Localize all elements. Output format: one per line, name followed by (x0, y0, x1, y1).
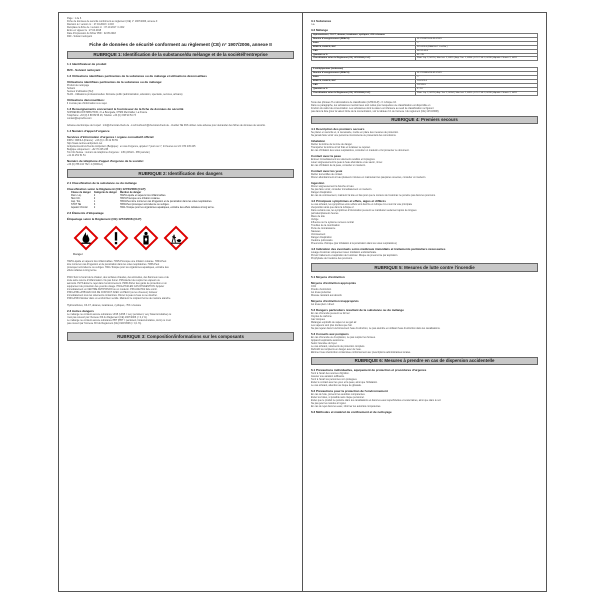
page-1 (58, 12, 303, 592)
heading-ingestion: Ingestion (311, 181, 325, 186)
classification-cell: 2 (93, 196, 96, 200)
symptoms-list (311, 203, 538, 245)
composition-key: Numéro d'enregistrement (REACH) (312, 72, 416, 76)
text-line: Gaz toxiques (311, 317, 325, 321)
heading-inappropriate-media: Moyens d'extinction inappropriés (311, 298, 359, 303)
text-line: Rincer abondamment à l'eau plusieurs minutes en maintenant les paupières ouvertes, consulter un médecin. (311, 176, 427, 180)
text-line: Enlever immédiatement les vêtements souillés et imprégnés. (311, 158, 376, 162)
text-line: Maux de tête (311, 215, 325, 219)
text-line: En cas de fuite, prévenir les autorités compétentes. (311, 393, 366, 397)
text-line: Retirer les lentilles de contact. (311, 173, 343, 177)
header-block (67, 17, 294, 38)
section-header-3: RUBRIQUE 3: Composition/informations sur les composants (67, 332, 294, 341)
composition-key: Classification selon le Règlement (CE) 1272/2008 (CLP) (312, 57, 416, 61)
heading-4-1: 4.1 Description des premiers secours (311, 127, 365, 132)
text-line: Secteur d'utilisation [SU]: (67, 90, 94, 94)
text-line: Éviter que le produit ne pénètre dans les canalisations et dans les eaux superficielles et souterraines, ainsi que dans le sol. (311, 399, 442, 403)
heading-6-3: 6.3 Méthodes et matériel de confinement et de nettoyage (311, 410, 392, 415)
text-line: immédiatement tous les vêtements contaminés. Rincer la peau à l'eau ou se doucher. (67, 294, 158, 298)
text-line: Ne pas rejeter dans l'environnement l'eau d'extinction, ne pas éteindre en utilisant l'eau d'extinction dans les canalisations. (311, 326, 441, 330)
heading-1-4b: Services d'information d'urgence / organe consultatif officiel: (67, 135, 155, 140)
heading-2-1: 2.1 Classification de la substance ou du mélange (67, 180, 137, 185)
personal-precautions (311, 372, 538, 387)
composition-value: 85 - 95 (415, 53, 537, 57)
text-line: Le cas échéant, attention au risque de glissade. (311, 384, 362, 388)
text-line: immédiatement un CENTRE ANTIPOISON ou un médecin. P331-NE PAS faire vomir. (67, 288, 158, 292)
text-line: Danger d'aspiration (311, 236, 332, 240)
text-line: n'est pas couvert par l'Annexe XIII du Règlement (CE) 1907/2006 (< 0,1 %). (67, 316, 148, 320)
composition-row (312, 91, 538, 95)
first-aid-general (311, 131, 538, 137)
text-line: toute autre source d'inflammation. Ne pas fumer. P261-Éviter de respirer les vapeurs ou (67, 279, 160, 283)
heading-appropriate-media: Moyens d'extinction appropriés (311, 280, 357, 285)
composition-key: Quantité en % (312, 87, 416, 91)
header-line: Révision le / version nr. : 27.04.2018 / 1.003 (67, 23, 114, 26)
heading-inhalation: Inhalation (311, 139, 326, 144)
composition-key: EINECS, ELINCS, NLP (312, 45, 416, 49)
exclamation-mark-icon (103, 225, 129, 251)
header-line: Fiche de données de sécurité conforment au règlement (CE) n° 1907/2006, annexe II (67, 20, 158, 23)
composition-key: CAS (312, 49, 416, 53)
section-header-4: RUBRIQUE 4: Premiers secours (311, 116, 538, 125)
heading-3-1: 3.1 Substance (311, 19, 332, 23)
composition-value: 107-83-5 (415, 83, 537, 87)
first-aid-inhalation (311, 143, 538, 152)
text-line: fonction du calcul de concentration. Les substances dont la valeur est inférieure au seuil de classification ne figurent (311, 106, 434, 110)
header-line: Remplace la fiche de / version nr. : 07.10.2017 / 1.002 (67, 26, 125, 29)
classification-cell: H411-Toxique pour les organismes aquatiques, entraîne des effets néfastes à long terme. (119, 205, 215, 209)
text-line: Éliminer l'eau d'extinction contaminée conformément aux prescriptions administratives locales. (311, 350, 411, 354)
text-line: Selon l'étendue du foyer. (311, 341, 338, 345)
composition-value: --- (415, 76, 537, 80)
component-name: 2-méthylpentane (isohexane) (312, 68, 538, 72)
text-line: P403+P233-Stocker dans un endroit bien ventilé. Maintenir le récipient fermé de manière étanche. (67, 297, 171, 301)
emergency-numbers (67, 139, 294, 157)
text-line: Jet d'eau pulvérisé (311, 290, 331, 294)
text-line: Vertige (311, 218, 319, 222)
text-line: Perte de connaissance (311, 227, 336, 231)
supplier-address (67, 111, 294, 120)
text-line: Belgique uniquement : +32 70 245 245 (67, 148, 109, 152)
text-line: Prévoir traitement et aspiration de l'estomac. Risque de pneumonie par aspiration. (311, 254, 398, 258)
text-line: Lavage d'estomac uniquement avec intubation endotrachéale. (311, 251, 377, 255)
text-line: Ne jamais faire vomir une personne inconsciente ou présentant des convulsions. (311, 134, 397, 138)
text-line: Oxydes de carbone (311, 314, 332, 318)
text-line: Ne pas faire vomir, consulter immédiatement un médecin. (311, 188, 372, 192)
text-line: Nausées (311, 230, 321, 234)
composition-value: 5 - 10 (415, 87, 537, 91)
text-line: Dans certains cas, les symptômes d'intoxication peuvent se manifester seulement après de longues (311, 209, 417, 213)
composition-value: Flam. Liq. 2, H225 | Asp. Tox. 1, H304 | Skin Irrit. 2, H315 | STOT SE 3, H336 | Aquatic Chronic 2, H411 (415, 91, 537, 95)
heading-6-2: 6.2 Précautions pour la protection de l'environnement (311, 389, 388, 394)
product-name: R20 - Solvant nettoyant (67, 68, 101, 73)
text-line: Le cas échéant, les symptômes et/ou effets sont décrits en rubrique 11 et sont la voie principale (311, 203, 413, 207)
first-aid-ingestion (311, 185, 538, 197)
page-2 (302, 12, 547, 592)
heading-1-2c: Utilisations déconseillées: (67, 98, 105, 103)
heading-5-3: 5.3 Conseils aux pompiers (311, 331, 349, 336)
text-line: Mélanges explosifs de vapeur et au gaz air. (311, 320, 357, 324)
text-line: Danger d'aspiration. (311, 191, 333, 195)
composition-value: 01-2119480410-42-XXXX (415, 72, 537, 76)
text-line: Éviter le contact avec les yeux et la peau, ainsi que l'inhalation. (311, 381, 378, 385)
classification-cell: 1 (93, 199, 96, 203)
composition-table (311, 33, 538, 61)
text-line: Les vapeurs sont plus lourdes que l'air. (311, 323, 353, 327)
text-line: En cas de vomissement, maintenir la tête en bas pour que le contenu de l'estomac ne pénètre pas dans les poumons. (311, 194, 436, 198)
heading-1-1: 1.1 Identificateur de produit (67, 62, 107, 67)
text-line: périodes/plusieurs heures. (311, 212, 340, 216)
text-line: En cas de rejet dans les eaux, informer les autorités compétentes. (311, 405, 382, 409)
composition-key: Quantité en % (312, 53, 416, 57)
text-line: P303+P361+P353-EN CAS DE CONTACT AVEC LA PEAU (ou les cheveux): Enlever (67, 291, 158, 295)
classification-column-header: Classe de danger (71, 190, 91, 194)
company-emergency-label: Numéro de téléphone d'appel d'urgence de la société: (67, 159, 144, 164)
first-aid-skin (311, 158, 538, 167)
composition-value: 203-523-4 (415, 80, 537, 84)
classification-cell: Skin Irrit. (71, 196, 81, 200)
inappropriate-media (311, 303, 538, 306)
text-line: +41 44 251 51 51 (67, 154, 86, 158)
heading-4-2: 4.2 Principaux symptômes et effets, aigus et différés (311, 199, 386, 204)
header-line: Page : 1 de 6 (67, 17, 82, 20)
heading-skin: Contact avec la peau (311, 154, 341, 159)
text-line: équipement de protection des yeux/du visage. P301+P310-EN CAS D'INGESTION: Appeler (67, 285, 165, 289)
text-line: SOPREFIRA DISTRIBUTION, 2 La Bourgade, 67580 Mertzwiller, La France (67, 111, 148, 115)
classification-cell: 2 (93, 205, 96, 209)
text-line: Tenir à l'écart les personnes non protégées. (311, 378, 358, 382)
hazard-statements (67, 260, 294, 272)
first-aid-eyes (311, 173, 538, 179)
text-line: effets néfastes à long terme. (67, 269, 98, 273)
text-line: Prophylaxie de l'oedème des poumons. (311, 257, 353, 261)
section-header-2: RUBRIQUE 2: Identification des dangers (67, 169, 294, 178)
substance-na: n.a. (311, 23, 315, 26)
heading-6-1: 6.1 Précautions individuelles, équipement de protection et procédures d'urgence (311, 368, 427, 373)
section-header-6: RUBRIQUE 6: Mesures à prendre en cas de dispersion accidentelle (311, 357, 538, 366)
heading-1-4: 1.4 Numéro d'appel d'urgence (67, 129, 110, 134)
classification-row (71, 206, 217, 209)
classification-cell: 3 (93, 202, 96, 206)
text-line: pas couvert par l'Annexe XIII du Règlement (CE) 1907/2006 (< 0,1 %). (67, 322, 142, 326)
text-line: Jet d'eau plein / direct (311, 302, 335, 306)
heading-5-2: 5.2 Dangers particuliers résultant de la substance ou du mélange (311, 307, 404, 312)
classification-cell: H304-Peut être mortel en cas d'ingestion et de pénétration dans les voies respiratoires. (119, 199, 213, 203)
composition-key: CAS (312, 83, 416, 87)
composition-value: Flam. Liq. 2, H225 | Skin Irrit. 2, H315 | Asp. Tox. 1, H304 | STOT SE 3, H336 | Aquatic Chronic 2, H411 (415, 57, 537, 61)
text-line: Influence sur le système nerveux central (311, 221, 354, 225)
text-line: Dans ce paragraphe, les substances mentionnées sont celles pour lesquelles une classification est disponible en (311, 103, 431, 107)
uses-not-advised: Il n'existe pas d'information à ce sujet. (67, 102, 108, 106)
text-line: contact@soprefira.com (67, 117, 92, 121)
text-line: Laver soigneusement la peau à l'eau abondante et au savon, rincer. (311, 161, 383, 165)
composition-row (312, 57, 538, 61)
text-line: Solvant (67, 87, 75, 91)
text-line: Texte des phrases H et abréviations de classification (GHS/CLP): cf. rubrique 16. (311, 100, 397, 104)
text-line: P210-Tenir à l'écart de la chaleur, des surfaces chaudes, des étincelles, des flammes nues et de (67, 276, 169, 280)
composition-value: --- (415, 41, 537, 45)
text-line: INRS / ORFILA (France) : +33 (0) 1 45 42 59 59 (67, 139, 118, 143)
text-line: Refroidir les récipients en danger avec de l'eau. (311, 347, 362, 351)
heading-1-2b: Utilisations identifiées pertinentes de la substance ou du mélange: (67, 80, 163, 85)
other-dangers (67, 313, 294, 325)
text-line: pas dans la liste (pour la valeur limite de la concentration, voir le tableau 3.1 de l'annexe I du règlement (CE) 1272/2008). (311, 109, 440, 113)
text-line: Troubles de la coordination (311, 224, 340, 228)
text-line: Appareil respiratoire autonome. (311, 338, 345, 342)
precautionary-statements (67, 276, 294, 300)
text-line: Le cas échéant, vêtements de protection complets. (311, 344, 365, 348)
firefighter-advice (311, 336, 538, 354)
classification-cell: Flam. Liq. (71, 193, 82, 197)
text-line: provoquer somnolence ou vertiges. H411-Toxique pour les organismes aquatiques, entraîne des (67, 266, 169, 270)
composition-table (311, 67, 538, 95)
heading-1-3: 1.3 Renseignements concernant le fournisseur de la fiche de données de sécurité (67, 107, 184, 112)
composition-value: 01-2119475514-35-XXXX (415, 37, 537, 41)
text-line: CO2 (311, 284, 316, 288)
special-hazards (311, 312, 538, 330)
text-line: Vomissement (311, 233, 326, 237)
section-header-1: RUBRIQUE 1: Identification de la substance/du mélange et de la société/l'entreprise (67, 51, 294, 60)
text-line: Se placer en sécurité et, si nécessaire, mettre en place des mesures de protection. (311, 131, 399, 135)
text-line: En cas d'incendie ou d'explosion, ne pas respirer les fumées. (311, 335, 376, 339)
header-line: R20 - Solvant nettoyant (67, 35, 92, 38)
composition-value: 921-024-6 (REACH-IT List-No.) (415, 45, 537, 49)
composition-key: Index (312, 41, 416, 45)
composition-note (311, 101, 538, 113)
text-line: Tenir à l'écart des sources d'ignition. (311, 372, 350, 376)
text-line: Produit de nettoyage (67, 84, 90, 88)
environmental-precautions (311, 393, 538, 408)
composition-key: Numéro d'enregistrement (REACH) (312, 37, 416, 41)
composition-tables (311, 33, 538, 101)
text-line: d'exposition ainsi que dans la rubrique 2. (311, 206, 355, 210)
text-line: Retirer la victime de la zone de danger. (311, 143, 353, 147)
heading-eyes: Contact avec les yeux (311, 169, 343, 174)
text-line: Adresse électronique de l'expert : info@chemical-check.de - k.schnurbusch@chemical-check.de - Veuillez NE PAS utiliser cette adresse pour demander des fiches de données de sécurité. (67, 124, 266, 128)
text-line: aérosols. P273-Éviter le rejet dans l'environnement. P280-Porter des gants de protection et un (67, 282, 167, 286)
label-components: Hydrocarbures, C6-C7, alcanes, isoalcanes, cycliques, <5% n-hexane (67, 304, 142, 308)
header-line: Entre en vigueur le : 27.04.2018 (67, 29, 102, 32)
heading-2-1b: Classification selon le Règlement (CE) 1272/2008 (CLP) (67, 186, 146, 191)
company-emergency-number: +33 (0) 788 134 762 / 4 (ORFILA) (67, 163, 103, 167)
composition-key: EINECS, ELINCS, NLP (312, 80, 416, 84)
heading-2-2b: Étiquetage selon le Règlement (CE) 1272/2008 (CLP) (67, 216, 142, 221)
composition-key: Index (312, 76, 416, 80)
text-line: En cas d'incendie peuvent se former: (311, 311, 351, 315)
text-line: être mortel en cas d'ingestion et de pénétration dans les voies respiratoires. H336-Peut (67, 263, 160, 267)
text-line: Transporter la victime à l'air frais et la laisser se reposer. (311, 146, 371, 150)
text-line: Antipoisoncentrum/Centre Antipoison (Belgique) : en cas d'urgence, appelez 7 jours sur 7, 24 heures sur 24: 070 245 245 (67, 145, 196, 149)
classification-column-header: Mention de danger (119, 190, 142, 194)
classification-column-header: Catégorie de danger (93, 190, 117, 194)
component-name: Hydrocarbures, C6-C7, alcanes, isoalcanes, cycliques, <5% n-hexane (312, 34, 538, 38)
classification-cell: H336-Peut provoquer somnolence ou vertiges. (119, 202, 170, 206)
text-line: Téléphone: +33 (0) 3 88 89 56 26, Téléfax: +33 (0) 3 88 90 54 73 (67, 114, 136, 118)
classification-cell: STOT SE (71, 202, 82, 206)
flame-icon (73, 225, 99, 251)
text-line: En cas d'irritation de la peau, consulter un médecin. (311, 164, 366, 168)
classification-cell: Asp. Tox. (71, 199, 81, 203)
text-line: Le mélange ne contient aucune substance PBT (PBT = persistent, bioaccumulative, toxic) ou n'est (67, 319, 171, 323)
heading-2-3: 2.3 Autres dangers (67, 309, 94, 314)
health-hazard-icon (133, 225, 159, 251)
text-line: http://www.centres-antipoison.net (67, 142, 103, 146)
text-line: Ne pas jeter les résidus à l'égout. (311, 402, 347, 406)
section-header-5: RUBRIQUE 5: Mesures de lutte contre l'incendie (311, 263, 538, 272)
classification-cell: Aquatic Chronic (71, 205, 88, 209)
text-line: Rincer soigneusement la bouche à l'eau. (311, 185, 355, 189)
uses-list (67, 84, 294, 96)
text-line: Pneumonie chimique (par inhalation à la pénétration dans les voies respiratoires) (311, 242, 397, 246)
ghs-pictograms (73, 225, 294, 251)
text-line: Assurer une aération suffisante. (311, 375, 345, 379)
text-line: Poudre d'extinction (311, 287, 332, 291)
text-line: Mousse résistant aux alcools (311, 293, 342, 297)
text-line: Éviter les fuites, si possible sans risque personnel. (311, 396, 365, 400)
heading-3-2: 3.2 Mélange (311, 28, 329, 32)
classification-cell: H315-Provoque une irritation cutanée. (119, 196, 161, 200)
competent-person (67, 124, 294, 127)
header-line: Date d'impression du fichier PDF : 02.05.2018 (67, 32, 116, 35)
text-line: Le mélange ne contient aucune substance vPvB (vPvB = very persistent, very bioaccumulative) ou (67, 313, 172, 317)
heading-2-2: 2.2 Éléments d'étiquetage (67, 210, 104, 215)
composition-value: 64742-49-0 (415, 49, 537, 53)
text-line: H225-Liquide et vapeurs très inflammables. H315-Provoque une irritation cutanée. H304-Peut (67, 260, 167, 264)
environment-icon (163, 225, 189, 251)
composition-key: Classification selon le Règlement (CE) 1272/2008 (CLP) (312, 91, 416, 95)
text-line: Oedème pulmonaire (311, 239, 333, 243)
text-line: SU22 - Utilisations professionnelles: Domaine public (administration, éducation, spectacle, services, artisans) (67, 93, 183, 97)
text-line: En cas d'irritation des voies respiratoires, consulter un médecin et lui présenter ce document. (311, 149, 410, 153)
heading-1-2: 1.2 Utilisations identifiées pertinentes de la substance ou du mélange et utilisations déconseillées (67, 74, 207, 79)
classification-cell: H225-Liquide et vapeurs très inflammables. (119, 193, 167, 197)
document-title: Fiche de données de sécurité conforment au règlement (CE) n° 1907/2006, annexe II (89, 42, 272, 47)
classification-cell: 2 (93, 193, 96, 197)
heading-5-1: 5.1 Moyens d'extinction (311, 274, 345, 279)
heading-4-3: 4.3 Indication des éventuels soins médicaux immédiats et traitements particuliers nécessaires (311, 247, 446, 252)
text-line: Tox Info Suisse : numéro de téléphone d'urgence : 145 (24h/24 - 365 jours/an) (67, 151, 150, 155)
classification-table (71, 191, 217, 209)
medical-treatment (311, 251, 538, 260)
appropriate-media (311, 285, 538, 297)
signal-word: Danger (73, 251, 83, 256)
